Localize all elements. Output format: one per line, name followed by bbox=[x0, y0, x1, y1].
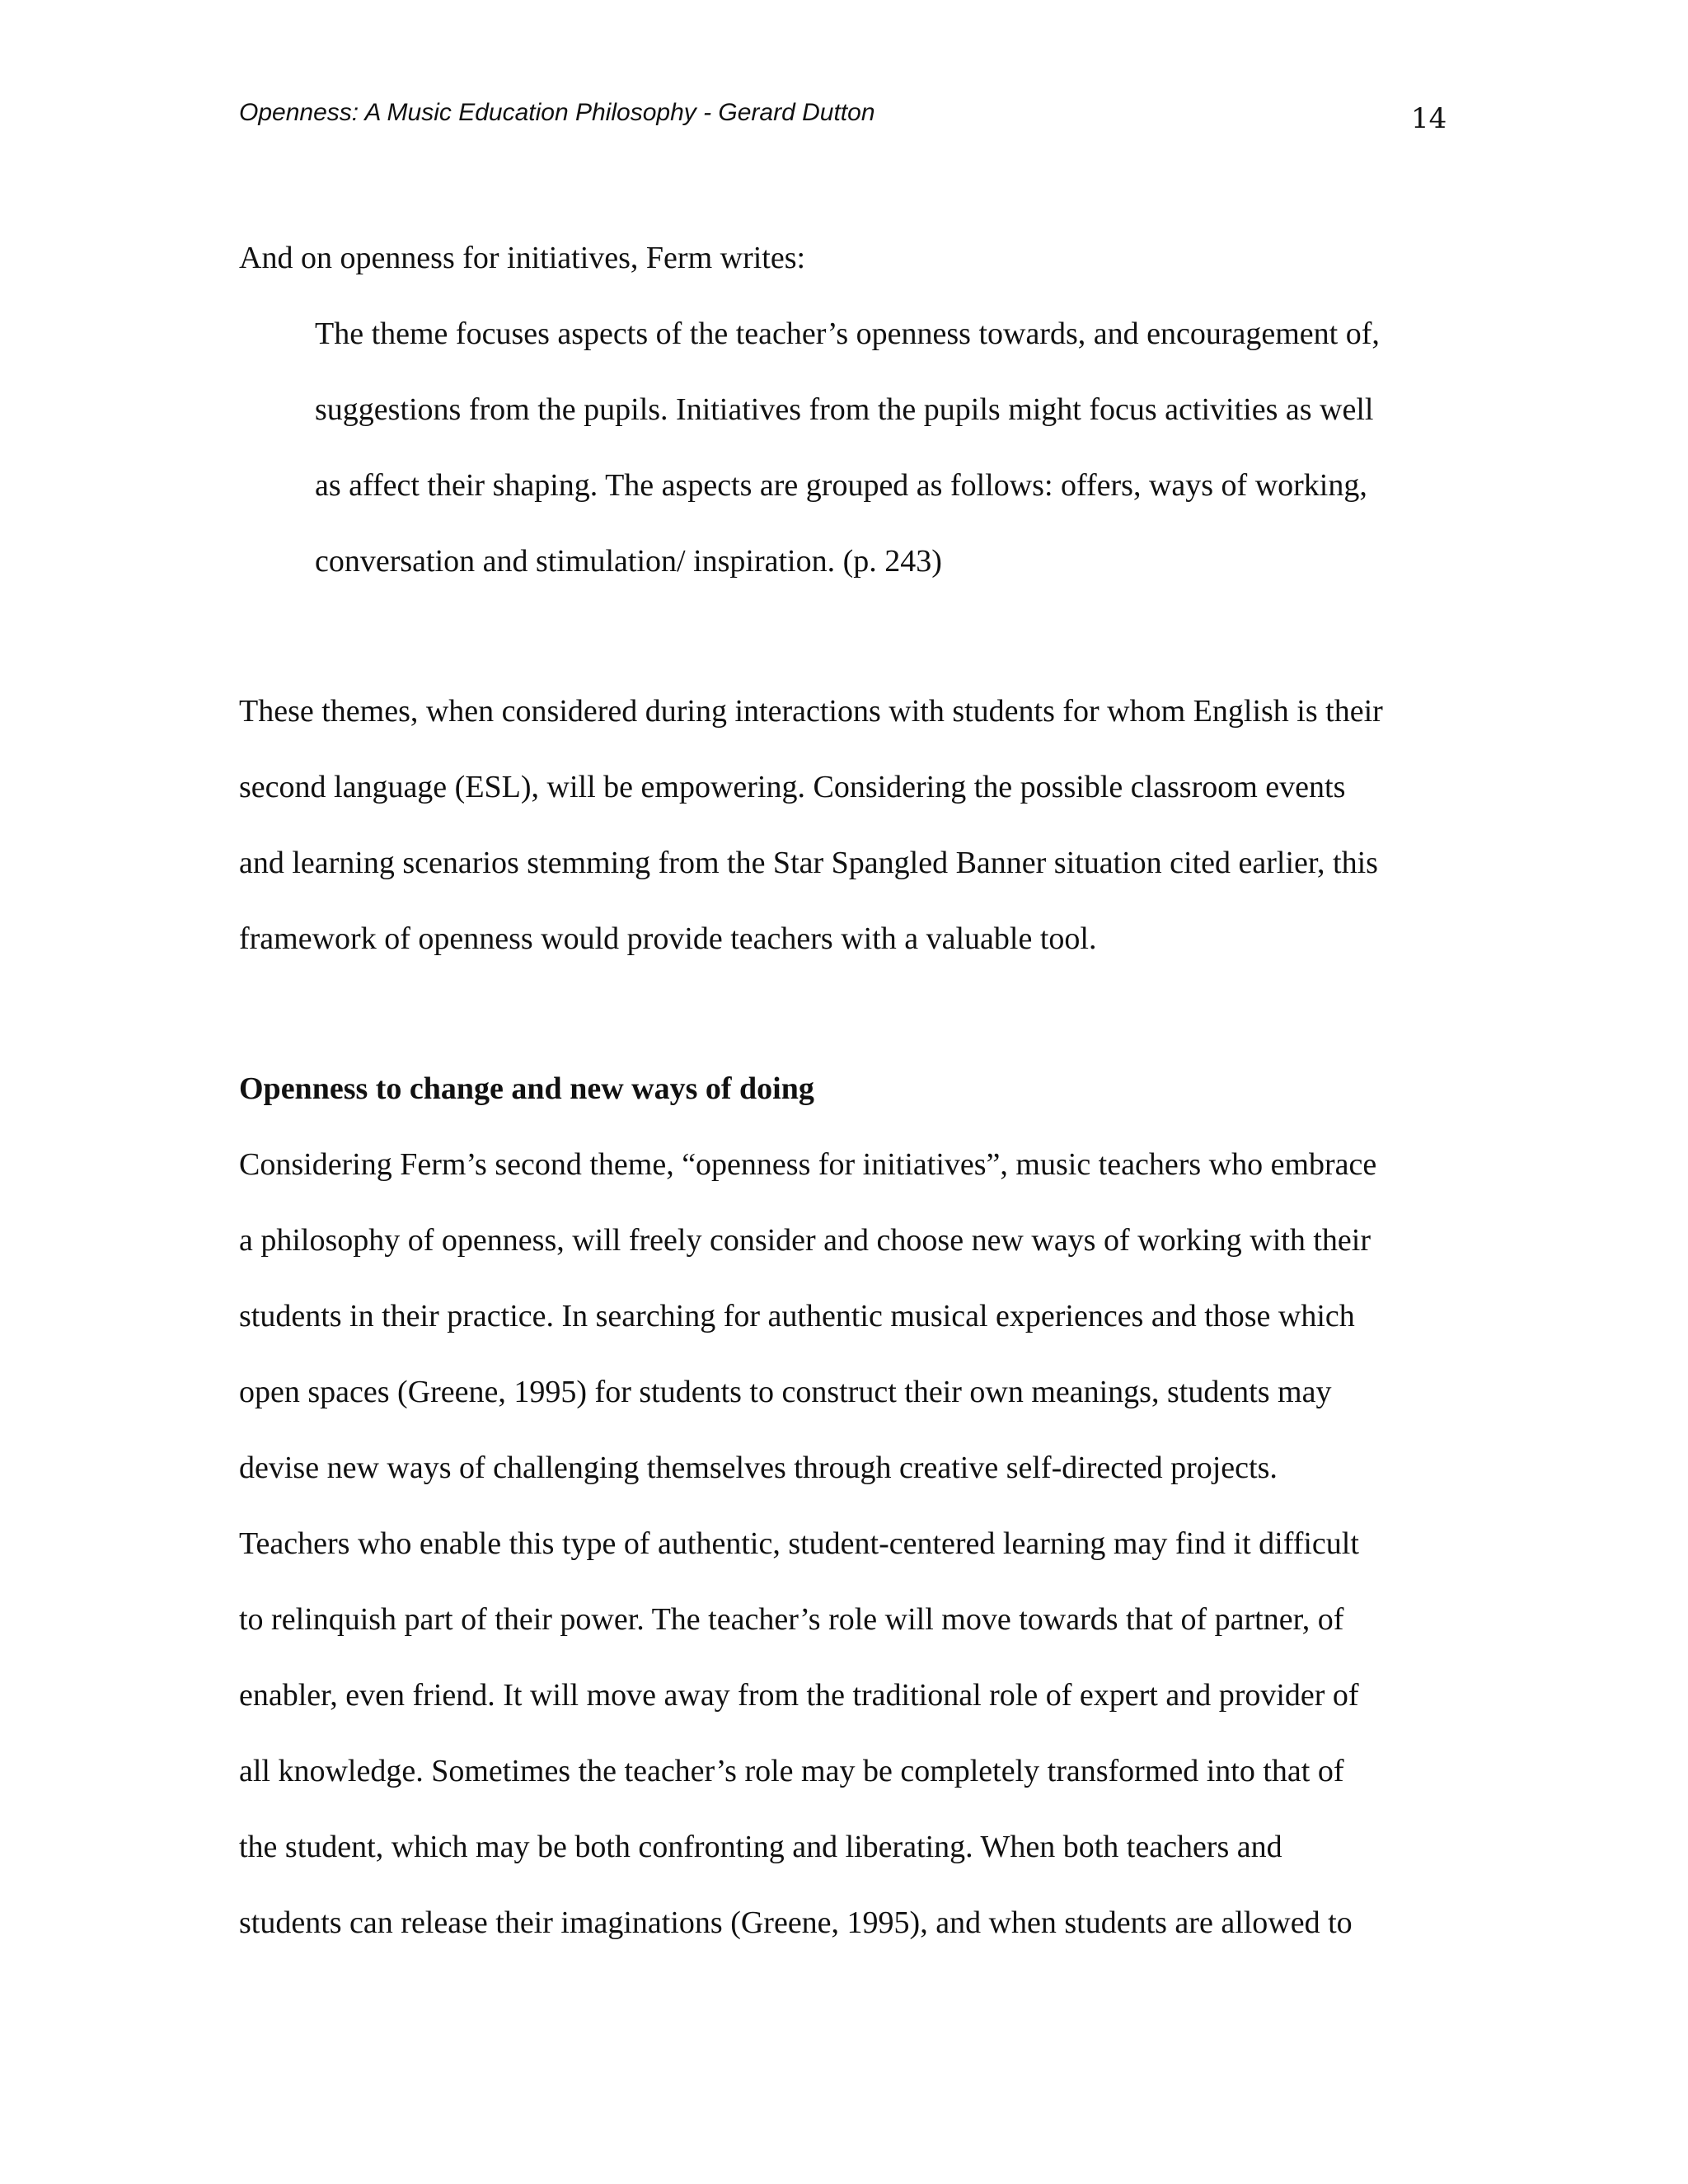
paragraph-line: students in their practice. In searching for authentic musical experiences and those which bbox=[239, 1299, 1355, 1333]
blockquote-line: conversation and stimulation/ inspiration. (p. 243) bbox=[315, 544, 942, 579]
blockquote-line: suggestions from the pupils. Initiatives from the pupils might focus activities as well bbox=[315, 392, 1374, 427]
running-header: Openness: A Music Education Philosophy - Gerard Dutton bbox=[239, 99, 875, 126]
paragraph-line: Considering Ferm’s second theme, “openness for initiatives”, music teachers who embrace bbox=[239, 1147, 1377, 1182]
paragraph-line: open spaces (Greene, 1995) for students to construct their own meanings, students may bbox=[239, 1375, 1332, 1409]
paragraph-line: devise new ways of challenging themselves through creative self-directed projects. bbox=[239, 1451, 1278, 1485]
paragraph-line: the student, which may be both confronting and liberating. When both teachers and bbox=[239, 1830, 1282, 1864]
paragraph-line: and learning scenarios stemming from the Star Spangled Banner situation cited earlier, this bbox=[239, 846, 1378, 880]
paragraph-line: students can release their imaginations (Greene, 1995), and when students are allowed to bbox=[239, 1905, 1353, 1940]
paragraph-line: framework of openness would provide teachers with a valuable tool. bbox=[239, 921, 1097, 956]
section-heading: Openness to change and new ways of doing bbox=[239, 1071, 814, 1106]
blockquote-line: as affect their shaping. The aspects are grouped as follows: offers, ways of working, bbox=[315, 468, 1367, 503]
paragraph-line: all knowledge. Sometimes the teacher’s role may be completely transformed into that of bbox=[239, 1754, 1344, 1788]
paragraph-line: These themes, when considered during interactions with students for whom English is their bbox=[239, 694, 1383, 729]
paragraph-line: Teachers who enable this type of authentic, student-centered learning may find it difficult bbox=[239, 1526, 1359, 1561]
intro-line: And on openness for initiatives, Ferm writes: bbox=[239, 241, 806, 275]
paragraph-line: a philosophy of openness, will freely consider and choose new ways of working with their bbox=[239, 1223, 1371, 1258]
paragraph-line: second language (ESL), will be empowering. Considering the possible classroom events bbox=[239, 770, 1346, 804]
page-number: 14 bbox=[1411, 102, 1447, 135]
blockquote-line: The theme focuses aspects of the teacher’s openness towards, and encouragement of, bbox=[315, 316, 1380, 351]
paragraph-line: enabler, even friend. It will move away from the traditional role of expert and provider of bbox=[239, 1678, 1359, 1713]
paragraph-line: to relinquish part of their power. The teacher’s role will move towards that of partner, of bbox=[239, 1602, 1344, 1637]
